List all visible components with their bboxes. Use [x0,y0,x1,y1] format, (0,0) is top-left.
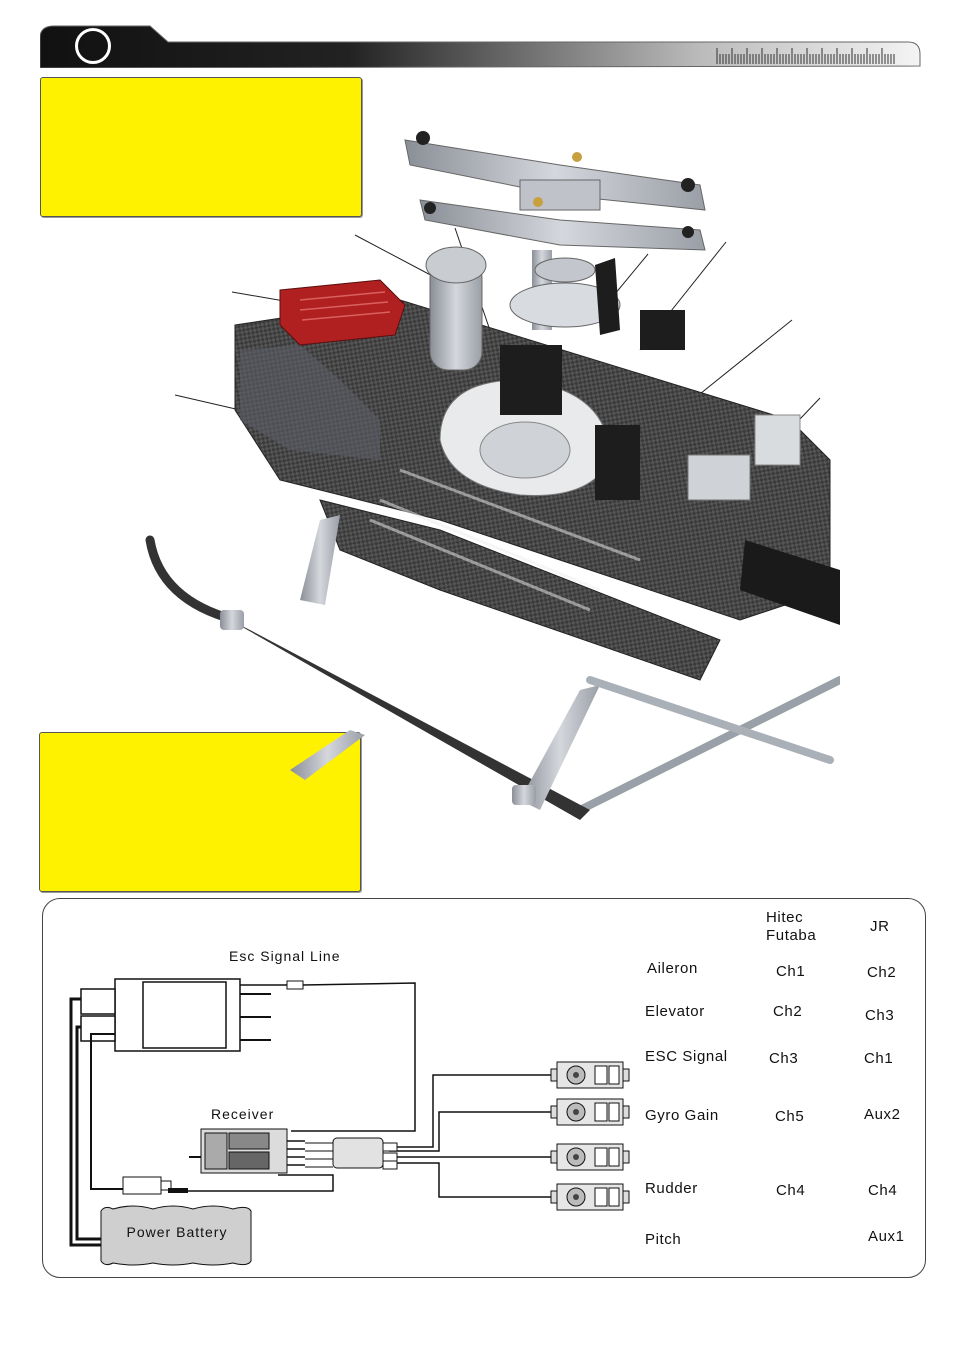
power-battery-label: Power Battery [126,1224,228,1240]
servo-icon [551,1062,629,1088]
row-jr: Aux2 [864,1106,901,1123]
receiver-icon [189,1129,287,1173]
row-function: Elevator [645,1003,705,1020]
wiring-diagram [42,898,926,1278]
gyro-icon [333,1138,383,1168]
row-hitec-futaba: Ch3 [769,1050,799,1067]
header-jr: JR [870,918,890,935]
servo-icon [551,1099,629,1125]
row-hitec-futaba: Ch1 [776,963,806,980]
esc-signal-line-label: Esc Signal Line [229,948,341,964]
header-futaba: Futaba [766,927,817,944]
wiring-lines [43,899,927,1279]
row-jr: Ch3 [865,1007,895,1024]
row-function: Pitch [645,1231,682,1248]
row-jr: Aux1 [868,1228,905,1245]
row-jr: Ch1 [864,1050,894,1067]
row-jr: Ch2 [867,964,897,981]
ruler-decoration [716,46,898,64]
servo-icon [551,1144,629,1170]
heli-illustration [140,120,840,840]
servo-icon [551,1184,629,1210]
row-hitec-futaba: Ch5 [775,1108,805,1125]
header-hitec: Hitec [766,909,804,926]
row-jr: Ch4 [868,1182,898,1199]
row-function: ESC Signal [645,1048,728,1065]
row-function: Rudder [645,1180,698,1197]
row-hitec-futaba: Ch2 [773,1003,803,1020]
step-number-circle [75,28,111,64]
servo-icon [551,1062,629,1210]
row-function: Gyro Gain [645,1107,719,1124]
row-hitec-futaba: Ch4 [776,1182,806,1199]
receiver-label: Receiver [211,1106,275,1122]
row-function: Aileron [647,960,698,977]
esc-icon [81,979,271,1051]
